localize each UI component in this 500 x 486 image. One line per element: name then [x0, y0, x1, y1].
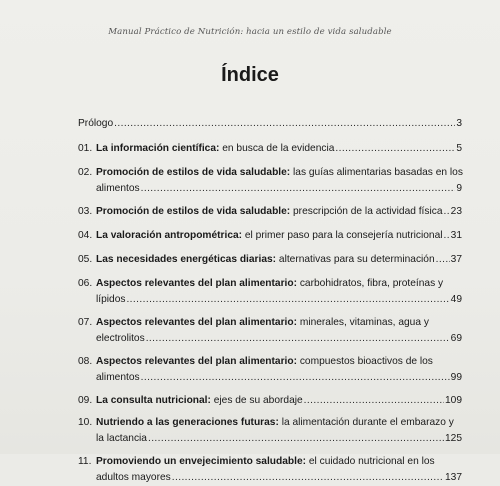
toc-entry-number: 01.: [78, 143, 93, 154]
toc-entry[interactable]: [78, 354, 462, 386]
toc-leader: [141, 181, 456, 197]
toc-entry-bold-title: Aspectos relevantes del plan alimentario:: [96, 317, 297, 328]
toc-page-number: 37: [450, 254, 462, 265]
toc-entry-number: 05.: [78, 254, 93, 265]
toc-entry-bold-title: Promoción de estilos de vida saludable:: [96, 167, 291, 178]
toc-leader: [148, 431, 444, 447]
toc-leader: [444, 204, 450, 220]
toc-page-number: 5: [456, 143, 462, 154]
page-title: Índice: [221, 64, 279, 86]
toc-entry[interactable]: [78, 204, 462, 220]
table-of-contents: [78, 116, 462, 486]
toc-entry-subtitle: el cuidado nutricional en los: [306, 456, 435, 467]
toc-entry-continuation: alimentos: [96, 183, 140, 194]
toc-leader: [304, 393, 444, 409]
toc-entry-continuation: alimentos: [96, 372, 140, 383]
toc-entry-number: 03.: [78, 206, 93, 217]
toc-entry-continuation: adultos mayores: [96, 472, 171, 483]
toc-entry-bold-title: La consulta nutricional:: [96, 395, 211, 406]
toc-entry[interactable]: [78, 116, 462, 132]
toc-entry-bold-title: Promoción de estilos de vida saludable:: [96, 206, 291, 217]
toc-entry-number: 02.: [78, 167, 93, 178]
toc-page-number: 125: [445, 433, 462, 444]
toc-entry-subtitle: carbohidratos, fibra, proteínas y: [297, 278, 444, 289]
toc-page-number: 23: [450, 206, 462, 217]
toc-entry-subtitle: la alimentación durante el embarazo y: [278, 417, 454, 428]
toc-entry-continuation: electrolitos: [96, 333, 145, 344]
toc-page-number: 99: [450, 372, 462, 383]
toc-entry-subtitle: las guías alimentarias basadas en los: [290, 167, 463, 178]
toc-entry-subtitle: minerales, vitaminas, agua y: [297, 317, 429, 328]
toc-entry-continuation: lípidos: [96, 294, 126, 305]
toc-entry-number: 10.: [78, 417, 93, 428]
toc-page-number: 69: [450, 333, 462, 344]
toc-entry-bold-title: La información científica:: [96, 143, 220, 154]
toc-entry-number: 08.: [78, 356, 93, 367]
toc-entry-bold-title: Nutriendo a las generaciones futuras:: [96, 417, 279, 428]
toc-entry[interactable]: [78, 415, 462, 447]
toc-entry[interactable]: [78, 276, 462, 308]
toc-entry[interactable]: [78, 393, 462, 409]
toc-entry-subtitle: compuestos bioactivos de los: [297, 356, 433, 367]
toc-page-number: 109: [445, 395, 462, 406]
toc-entry-subtitle: el primer paso para la consejería nutricional: [242, 230, 443, 241]
toc-page-number: 9: [456, 183, 462, 194]
toc-entry[interactable]: [78, 315, 462, 347]
toc-page-number: 49: [450, 294, 462, 305]
toc-entry-subtitle: en busca de la evidencia: [219, 143, 335, 154]
toc-entry-number: 09.: [78, 395, 93, 406]
toc-page-number: 137: [445, 472, 462, 483]
toc-page-number: 3: [456, 118, 462, 129]
toc-leader: [126, 292, 449, 308]
toc-leader: [335, 141, 455, 157]
toc-leader: [172, 470, 444, 486]
toc-entry-number: 07.: [78, 317, 93, 328]
toc-entry-number: 06.: [78, 278, 93, 289]
toc-entry-title: Prólogo: [78, 118, 114, 129]
toc-leader: [444, 228, 450, 244]
toc-entry[interactable]: [78, 252, 462, 268]
toc-entry-number: 04.: [78, 230, 93, 241]
toc-entry-bold-title: Promoviendo un envejecimiento saludable:: [96, 456, 307, 467]
toc-entry-bold-title: Aspectos relevantes del plan alimentario:: [96, 356, 297, 367]
toc-leader: [436, 252, 450, 268]
toc-entry-bold-title: La valoración antropométrica:: [96, 230, 243, 241]
toc-entry-continuation: la lactancia: [96, 433, 147, 444]
toc-entry[interactable]: [78, 141, 462, 157]
toc-entry-bold-title: Aspectos relevantes del plan alimentario:: [96, 278, 297, 289]
running-header: Manual Práctico de Nutrición: hacia un estilo de vida saludable: [108, 27, 392, 37]
toc-entry[interactable]: [78, 228, 462, 244]
toc-leader: [146, 331, 450, 347]
toc-leader: [141, 370, 450, 386]
toc-entry[interactable]: [78, 165, 462, 197]
toc-entry-subtitle: ejes de su abordaje: [210, 395, 303, 406]
toc-entry-number: 11.: [78, 456, 92, 467]
toc-entry-subtitle: prescripción de la actividad física: [290, 206, 443, 217]
toc-entry-bold-title: Las necesidades energéticas diarias:: [96, 254, 277, 265]
toc-page-number: 31: [450, 230, 462, 241]
toc-entry[interactable]: [78, 454, 462, 486]
toc-leader: [114, 116, 455, 132]
toc-entry-subtitle: alternativas para su determinación: [276, 254, 435, 265]
